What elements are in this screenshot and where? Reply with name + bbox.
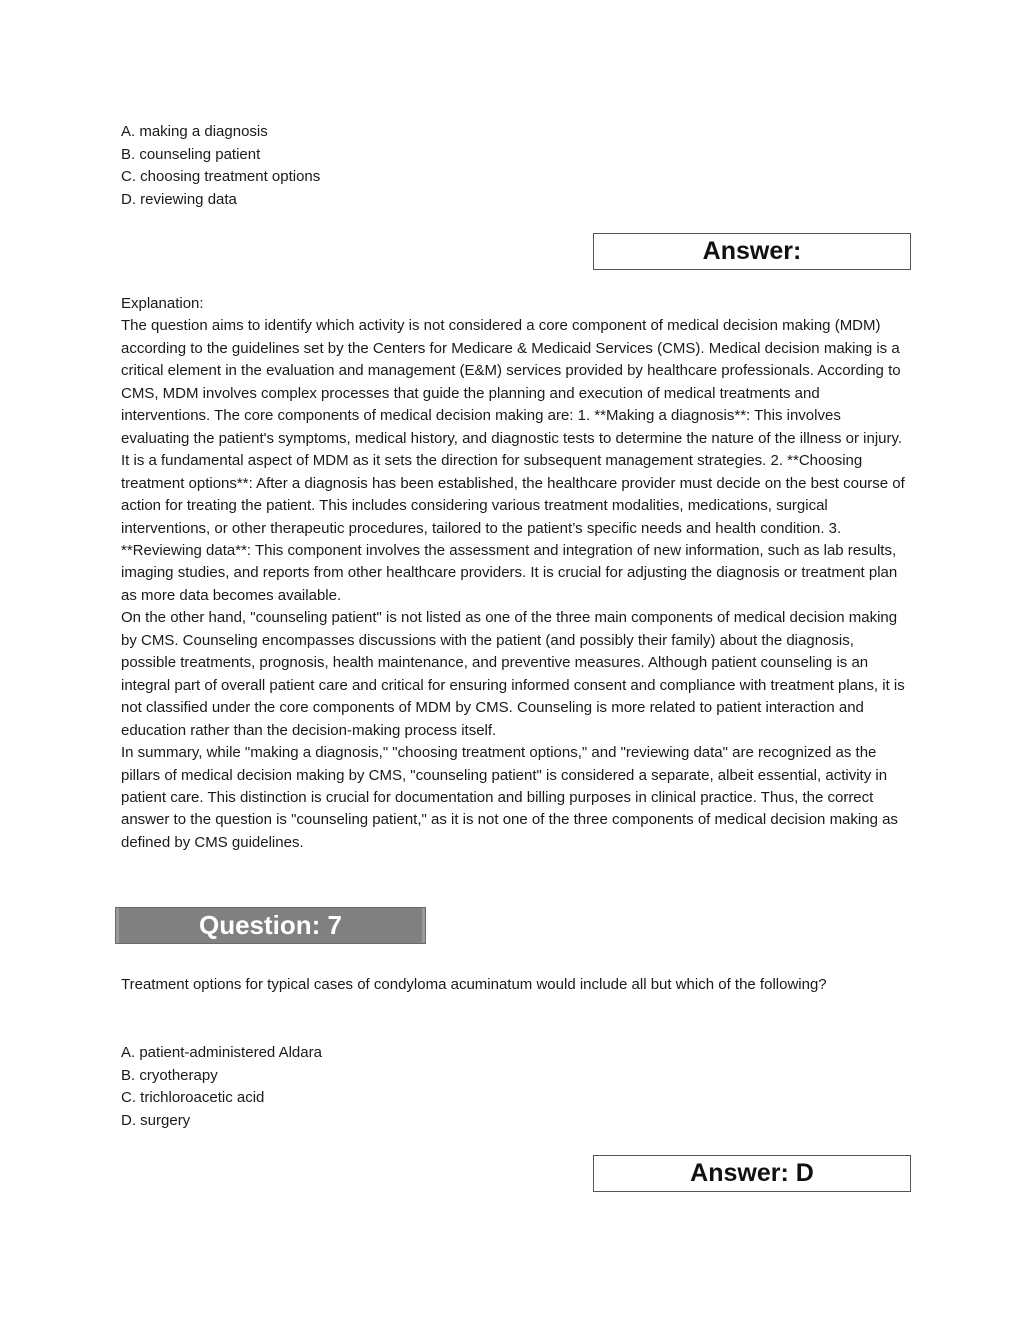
question-text: Treatment options for typical cases of condyloma acuminatum would include all but which of the following?: [121, 976, 827, 993]
question-banner: Question: 7: [115, 907, 426, 944]
option-b: B. counseling patient: [121, 145, 261, 163]
option-a: A. patient-administered Aldara: [121, 1044, 322, 1061]
option-c: C. trichloroacetic acid: [121, 1089, 265, 1106]
explanation-paragraph-3: In summary, while "making a diagnosis," "choosing treatment options," and "reviewing data" are recognized as the pillars of medical decision making by CMS, "counseling patient" is considered a separate, albeit essential, activity in patient care. This distinction is crucial for documentation and billing purposes in clinical practice. Thus, the correct answer to the question is "counseling patient," as it is not one of the three components of medical decision making as defined by CMS guidelines.: [121, 744, 898, 851]
option-d: D. surgery: [121, 1111, 191, 1129]
answer-box: Answer: D: [593, 1155, 911, 1192]
explanation-paragraph-2: On the other hand, "counseling patient" is not listed as one of the three main components of medical decision making by CMS. Counseling encompasses discussions with the patient (and possibly their family) about the diagnosis, possible treatments, prognosis, health maintenance, and preventive measures. Although patient counseling is an integral part of overall patient care and critical for ensuring informed consent and compliance with treatment plans, it is not classified under the core components of MDM by CMS. Counseling is more related to patient interaction and education rather than the decision-making process itself.: [121, 609, 905, 739]
explanation: [121, 293, 911, 854]
option-d: D. reviewing data: [121, 190, 237, 208]
prev-question-options: [121, 121, 901, 211]
option-a: A. making a diagnosis: [121, 123, 268, 140]
question-7-options: [121, 1042, 901, 1132]
option-b: B. cryotherapy: [121, 1066, 218, 1084]
option-c: C. choosing treatment options: [121, 168, 321, 185]
explanation-heading: Explanation:: [121, 295, 204, 312]
answer-box: Answer:: [593, 233, 911, 270]
explanation-paragraph-1: The question aims to identify which activity is not considered a core component of medical decision making (MDM) according to the guidelines set by the Centers for Medicare & Medicaid Services (CMS). Medical decision making is a critical element in the evaluation and management (E&M) services provided by healthcare professionals. According to CMS, MDM involves complex processes that guide the planning and execution of medical treatments and interventions. The core components of medical decision making are: 1. **Making a diagnosis**: This involves evaluating the patient's symptoms, medical history, and diagnostic tests to determine the nature of the illness or injury. It is a fundamental aspect of MDM as it sets the direction for subsequent management strategies. 2. **Choosing treatment options**: After a diagnosis has been established, the healthcare provider must decide on the best course of action for treating the patient. This includes considering various treatment modalities, medications, surgical interventions, or other therapeutic procedures, tailored to the patient’s specific needs and health condition. 3. **Reviewing data**: This component involves the assessment and integration of new information, such as lab results, imaging studies, and reports from other healthcare providers. It is crucial for adjusting the diagnosis or treatment plan as more data becomes available.: [121, 317, 905, 604]
